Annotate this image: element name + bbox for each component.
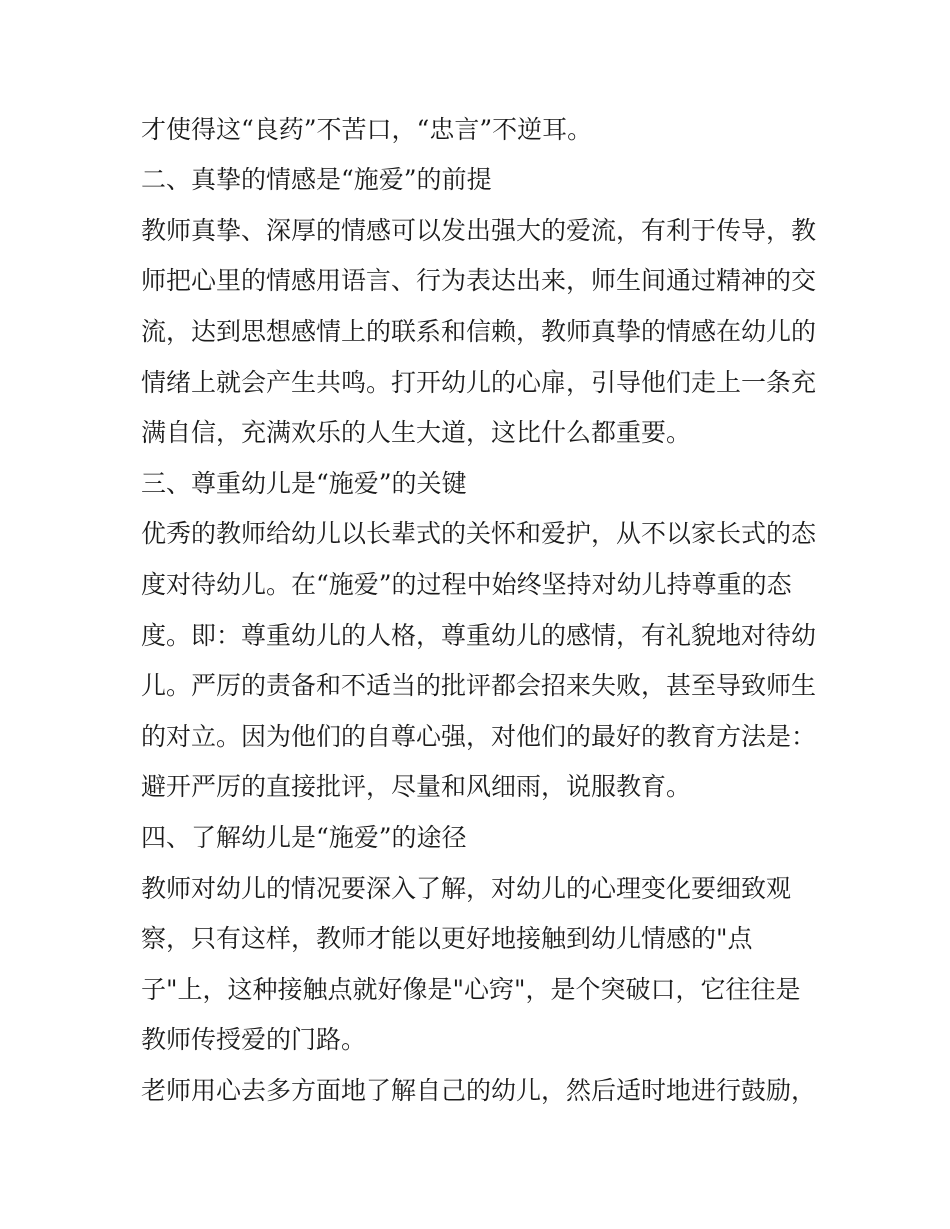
body-text-line: 教师传授爱的门路。 [141, 1025, 367, 1054]
body-text-line: 儿。严厉的责备和不适当的批评都会招来失败，甚至导致师生 [141, 671, 817, 700]
section-heading-2: 二、真挚的情感是“施爱”的前提 [141, 165, 492, 194]
body-text-line: 察，只有这样，教师才能以更好地接触到幼儿情感的"点 [141, 924, 753, 953]
section-heading-4: 四、了解幼儿是“施爱”的途径 [141, 823, 467, 852]
body-text-line: 师把心里的情感用语言、行为表达出来，师生间通过精神的交 [141, 266, 817, 295]
body-text-line: 度。即：尊重幼儿的人格，尊重幼儿的感情，有礼貌地对待幼 [141, 621, 817, 650]
body-text-line: 教师对幼儿的情况要深入了解，对幼儿的心理变化要细致观 [141, 874, 792, 903]
section-heading-3: 三、尊重幼儿是“施爱”的关键 [141, 469, 467, 498]
body-text-line: 优秀的教师给幼儿以长辈式的关怀和爱护，从不以家长式的态 [141, 519, 817, 548]
body-text-line: 避开严厉的直接批评，尽量和风细雨，说服教育。 [141, 772, 692, 801]
body-text-line: 老师用心去多方面地了解自己的幼儿，然后适时地进行鼓励， [141, 1076, 817, 1105]
body-text-line: 情绪上就会产生共鸣。打开幼儿的心扉，引导他们走上一条充 [141, 368, 817, 397]
body-text-line: 的对立。因为他们的自尊心强，对他们的最好的教育方法是： [141, 722, 817, 751]
body-text-line: 度对待幼儿。在“施爱”的过程中始终坚持对幼儿持尊重的态 [141, 570, 792, 599]
body-text-line: 才使得这“良药”不苦口，“忠言”不逆耳。 [141, 115, 593, 144]
body-text-line: 流，达到思想感情上的联系和信赖，教师真挚的情感在幼儿的 [141, 317, 817, 346]
body-text-line: 子"上，这种接触点就好像是"心窍"，是个突破口，它往往是 [141, 975, 801, 1004]
body-text-line: 教师真挚、深厚的情感可以发出强大的爱流，有利于传导，教 [141, 216, 817, 245]
body-text-line: 满自信，充满欢乐的人生大道，这比什么都重要。 [141, 418, 692, 447]
